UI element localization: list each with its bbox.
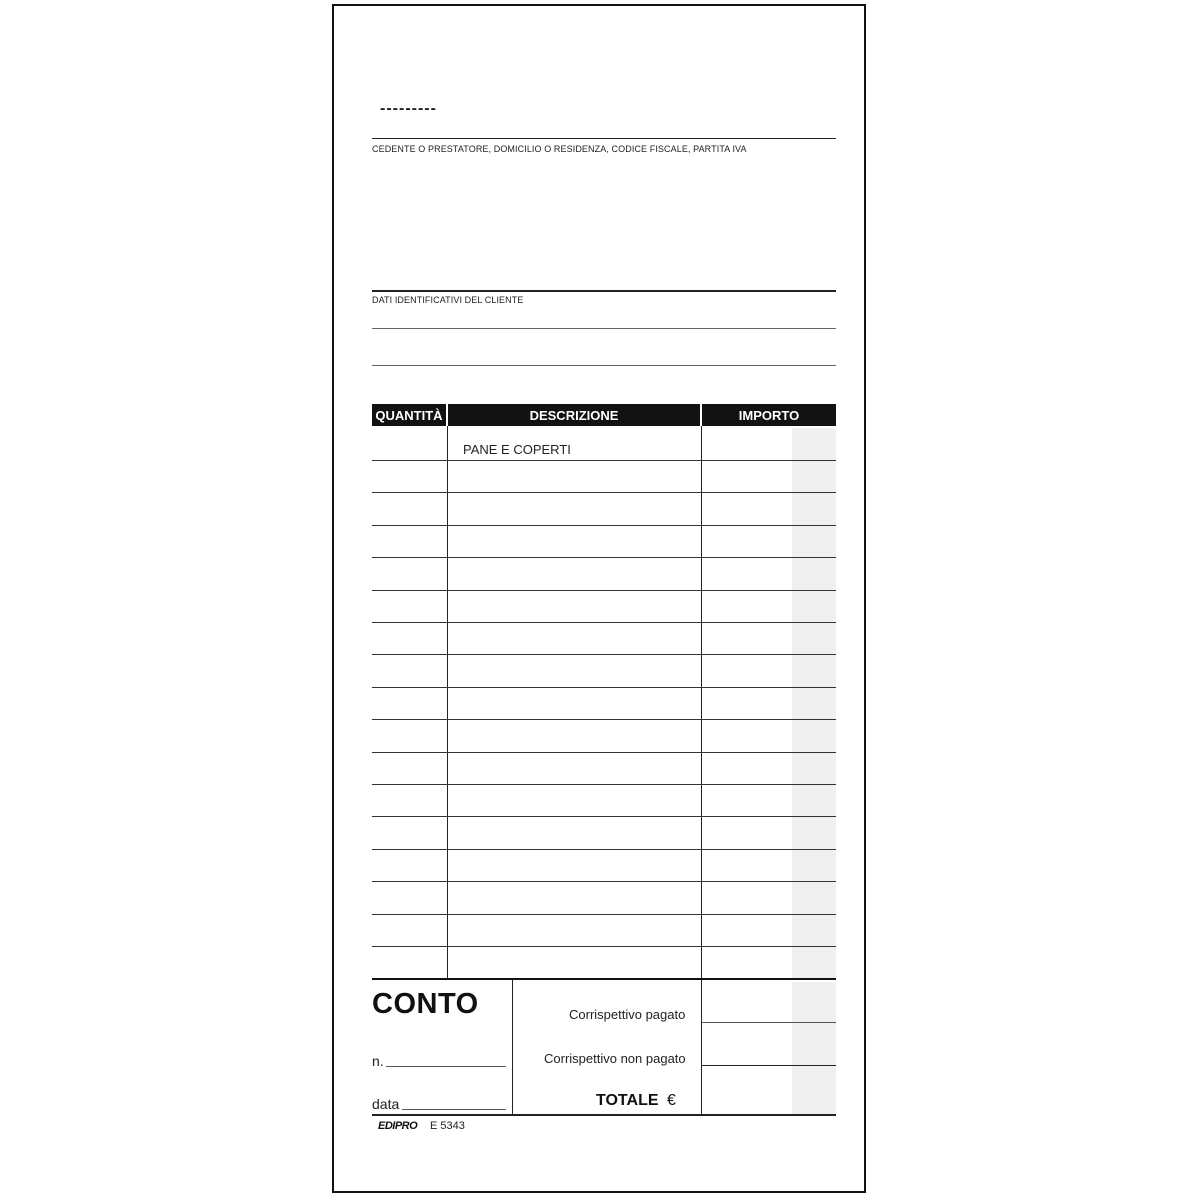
table-row-line [372, 881, 836, 882]
table-row-line [372, 752, 836, 753]
table-row-line [372, 849, 836, 850]
table-row-line [372, 460, 836, 461]
table-row-line [372, 687, 836, 688]
footer-bottom-line [372, 1114, 836, 1116]
unpaid-label: Corrispettivo non pagato [544, 1051, 686, 1066]
unpaid-line [702, 1065, 836, 1066]
date-label: data [372, 1096, 400, 1112]
table-row-line [372, 622, 836, 623]
table-row-line [372, 784, 836, 785]
seller-line [372, 138, 836, 139]
importo-shaded-column [792, 428, 836, 978]
paid-line [702, 1022, 836, 1023]
table-row-line [372, 719, 836, 720]
first-row-description: PANE E COPERTI [463, 442, 571, 457]
table-row-line [372, 557, 836, 558]
table-row-line [372, 590, 836, 591]
footer-top-line [372, 978, 836, 980]
table-row-line [372, 525, 836, 526]
conto-title: CONTO [372, 988, 479, 1020]
client-line-3 [372, 365, 836, 366]
currency-symbol: € [667, 1092, 676, 1109]
column-header-importo: IMPORTO [702, 404, 836, 426]
edipro-logo: EDIPRO [378, 1120, 418, 1132]
number-line [386, 1066, 506, 1067]
table-divider-qty [447, 426, 448, 978]
total-label: TOTALE [596, 1092, 659, 1109]
footer-divider [512, 979, 513, 1114]
client-line [372, 290, 836, 292]
column-header-quantita: QUANTITÀ [372, 404, 446, 426]
table-row-line [372, 654, 836, 655]
table-row-line [372, 946, 836, 947]
client-label: DATI IDENTIFICATIVI DEL CLIENTE [372, 295, 524, 305]
totals-shaded-column [792, 982, 836, 1114]
date-line [402, 1109, 506, 1110]
table-row-line [372, 914, 836, 915]
seller-label: CEDENTE O PRESTATORE, DOMICILIO O RESIDENZA, CODICE FISCALE, PARTITA IVA [372, 144, 747, 154]
table-divider-desc [701, 426, 702, 1114]
paid-label: Corrispettivo pagato [569, 1007, 686, 1022]
table-row-line [372, 492, 836, 493]
client-line-2 [372, 328, 836, 329]
product-code: E 5343 [430, 1120, 465, 1132]
number-label: n. [372, 1053, 384, 1069]
header-dashes: --------- [380, 100, 437, 117]
table-row-line [372, 816, 836, 817]
column-header-descrizione: DESCRIZIONE [448, 404, 700, 426]
